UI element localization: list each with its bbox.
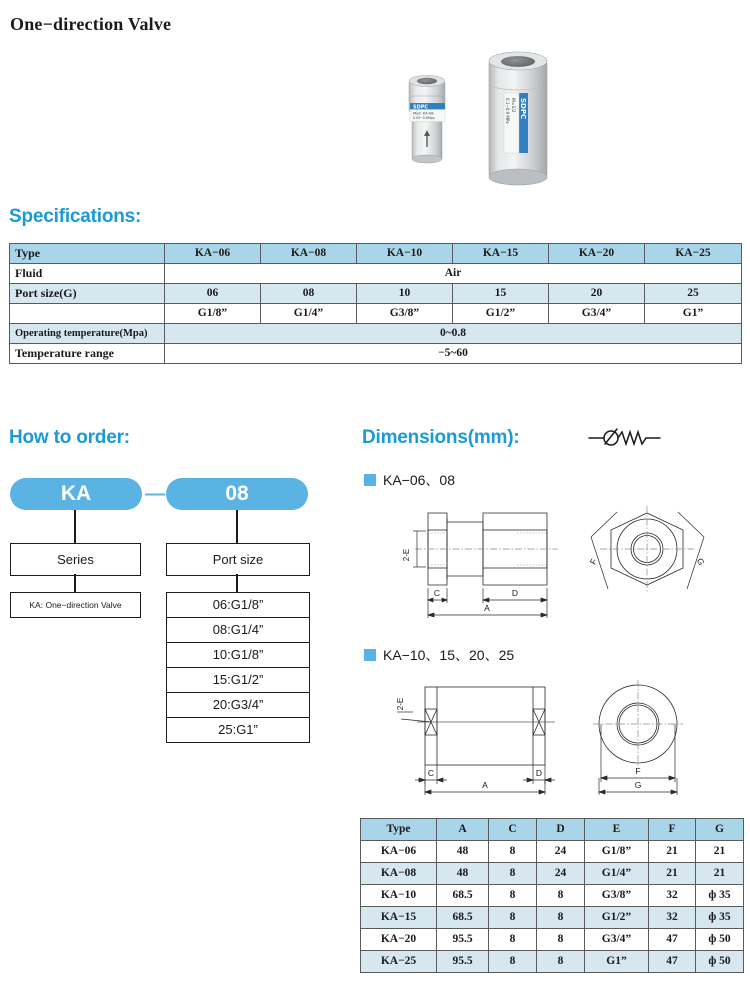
svg-text:SDPC: SDPC xyxy=(519,98,527,120)
drawing-1-svg xyxy=(395,500,745,625)
dim-cell: 21 xyxy=(696,863,744,885)
table-row xyxy=(10,324,742,344)
order-pill-dash: — xyxy=(145,483,165,505)
how-to-order-heading: How to order: xyxy=(9,427,130,448)
dim-cell: ф 35 xyxy=(696,907,744,929)
dim-cell: 47 xyxy=(649,951,696,973)
cell-port-15: 15 xyxy=(453,284,549,304)
dim-header-e: E xyxy=(585,819,649,841)
table-row xyxy=(10,284,742,304)
label-f-2: F xyxy=(635,766,641,776)
svg-text:Mod: KA-08: Mod: KA-08 xyxy=(413,111,434,116)
label-2e-1: 2-E xyxy=(402,548,411,562)
table-row xyxy=(10,344,742,364)
label-a-2: A xyxy=(482,780,488,790)
dim-cell: 21 xyxy=(649,841,696,863)
cell-type-ka06: KA−06 xyxy=(165,244,261,264)
dimensions-table xyxy=(360,818,744,973)
order-port-option-list xyxy=(166,592,310,743)
cell-type-ka10: KA−10 xyxy=(357,244,453,264)
table-row xyxy=(10,304,742,324)
dim-header-a: A xyxy=(437,819,489,841)
dimensions-subheading-1-label: KA−06、08 xyxy=(383,472,455,488)
row-label-type: Type xyxy=(10,244,165,264)
order-series-description: KA: One−direction Valve xyxy=(10,592,141,618)
table-row xyxy=(361,885,744,907)
cell-thread-10: G3/8” xyxy=(357,304,453,324)
dim-cell: ф 50 xyxy=(696,951,744,973)
cell-type-ka08: KA−08 xyxy=(261,244,357,264)
cell-thread-06: G1/8” xyxy=(165,304,261,324)
dim-cell: 8 xyxy=(489,885,537,907)
cell-temperature-range-value: −5~60 xyxy=(165,344,742,364)
cell-port-06: 06 xyxy=(165,284,261,304)
cell-port-10: 10 xyxy=(357,284,453,304)
product-photo xyxy=(385,35,585,205)
label-c-2: C xyxy=(427,768,435,778)
dim-header-f: F xyxy=(649,819,696,841)
large-valve xyxy=(489,52,547,185)
svg-text:SDPC: SDPC xyxy=(413,104,429,111)
connector-port-list xyxy=(236,574,238,592)
dimensions-subheading-2 xyxy=(364,645,514,665)
dim-cell: 48 xyxy=(437,863,489,885)
dim-cell: G1/4” xyxy=(585,863,649,885)
cell-port-08: 08 xyxy=(261,284,357,304)
row-label-port-size: Port size(G) xyxy=(10,284,165,304)
row-label-empty xyxy=(10,304,165,324)
label-g-1: G xyxy=(694,556,707,567)
table-header-row xyxy=(361,819,744,841)
list-item: 15:G1/2” xyxy=(167,668,309,693)
specifications-heading: Specifications: xyxy=(9,206,142,227)
label-d-1: D xyxy=(511,588,519,598)
label-2e-2: 2-E xyxy=(396,697,405,711)
order-pill-port-size: 08 xyxy=(166,478,308,510)
list-item: 10:G1/8” xyxy=(167,643,309,668)
label-a-1: A xyxy=(484,603,490,613)
product-photo-illustration xyxy=(385,35,585,205)
cell-fluid-value: Air xyxy=(165,264,742,284)
order-code-diagram xyxy=(0,470,350,750)
dim-cell: 8 xyxy=(537,951,585,973)
table-row xyxy=(10,264,742,284)
row-label-operating-temperature: Operating temperature(Mpa) xyxy=(10,324,165,344)
page-title: One−direction Valve xyxy=(10,14,172,34)
dim-cell: G3/4” xyxy=(585,929,649,951)
blue-square-bullet-icon xyxy=(364,649,376,661)
dimension-drawing-ka10-25 xyxy=(395,672,745,802)
connector-series-vertical xyxy=(74,510,76,543)
dim-cell: 95.5 xyxy=(437,951,489,973)
dim-cell: 8 xyxy=(489,863,537,885)
dim-cell: KA−06 xyxy=(361,841,437,863)
dim-cell: 8 xyxy=(489,951,537,973)
specifications-table xyxy=(9,243,742,364)
list-item: 20:G3/4” xyxy=(167,693,309,718)
table-row xyxy=(10,244,742,264)
cell-thread-15: G1/2” xyxy=(453,304,549,324)
dim-cell: G1/2” xyxy=(585,907,649,929)
dim-cell: 32 xyxy=(649,885,696,907)
dim-cell: 68.5 xyxy=(437,907,489,929)
dim-cell: 24 xyxy=(537,841,585,863)
check-valve-icon xyxy=(588,424,662,455)
order-pill-series: KA xyxy=(10,478,142,510)
small-valve xyxy=(409,76,445,164)
check-valve-symbol-svg xyxy=(588,424,662,450)
table-row xyxy=(361,841,744,863)
dim-cell: 8 xyxy=(489,841,537,863)
dim-header-c: C xyxy=(489,819,537,841)
dimensions-subheading-2-label: KA−10、15、20、25 xyxy=(383,647,515,663)
dim-cell: 8 xyxy=(489,929,537,951)
dimension-drawing-ka06-08 xyxy=(395,500,745,630)
dim-cell: G1/8” xyxy=(585,841,649,863)
table-row xyxy=(361,951,744,973)
svg-text:0.1~0.9 MPa: 0.1~0.9 MPa xyxy=(505,98,510,124)
dim-cell: 48 xyxy=(437,841,489,863)
label-f-1: F xyxy=(587,556,599,567)
dim-cell: KA−08 xyxy=(361,863,437,885)
dim-cell: 21 xyxy=(696,841,744,863)
dim-cell: 8 xyxy=(489,907,537,929)
cell-port-25: 25 xyxy=(645,284,742,304)
dim-cell: 32 xyxy=(649,907,696,929)
dim-cell: KA−20 xyxy=(361,929,437,951)
dimensions-subheading-1 xyxy=(364,470,455,490)
label-g-2: G xyxy=(634,780,642,790)
cell-thread-20: G3/4” xyxy=(549,304,645,324)
dim-header-type: Type xyxy=(361,819,437,841)
order-box-port-size: Port size xyxy=(166,543,310,576)
svg-text:M=1/2: M=1/2 xyxy=(510,98,515,113)
table-row xyxy=(361,929,744,951)
row-label-fluid: Fluid xyxy=(10,264,165,284)
cell-type-ka20: KA−20 xyxy=(549,244,645,264)
dim-cell: 95.5 xyxy=(437,929,489,951)
dim-cell: G1” xyxy=(585,951,649,973)
dimensions-heading: Dimensions(mm): xyxy=(362,427,520,448)
dim-cell: ф 35 xyxy=(696,885,744,907)
svg-text:0.05~0.8Mpa: 0.05~0.8Mpa xyxy=(413,116,435,120)
dim-cell: 8 xyxy=(537,885,585,907)
dim-cell: 8 xyxy=(537,907,585,929)
dim-cell: G3/8” xyxy=(585,885,649,907)
label-c-1: C xyxy=(433,588,441,598)
blue-square-bullet-icon xyxy=(364,474,376,486)
order-box-series: Series xyxy=(10,543,141,576)
connector-series-desc xyxy=(74,574,76,592)
cell-port-20: 20 xyxy=(549,284,645,304)
dim-cell: ф 50 xyxy=(696,929,744,951)
dim-cell: KA−10 xyxy=(361,885,437,907)
cell-thread-08: G1/4” xyxy=(261,304,357,324)
table-row xyxy=(361,907,744,929)
dim-cell: 8 xyxy=(537,929,585,951)
list-item: 06:G1/8” xyxy=(167,593,309,618)
dim-cell: 68.5 xyxy=(437,885,489,907)
drawing-2-svg xyxy=(395,672,745,797)
label-d-2: D xyxy=(535,768,543,778)
dim-header-g: G xyxy=(696,819,744,841)
list-item: 25:G1” xyxy=(218,722,258,737)
dim-cell: 24 xyxy=(537,863,585,885)
dim-cell: 21 xyxy=(649,863,696,885)
cell-operating-pressure-value: 0~0.8 xyxy=(165,324,742,344)
table-row xyxy=(361,863,744,885)
dim-cell: 47 xyxy=(649,929,696,951)
row-label-temperature-range: Temperature range xyxy=(10,344,165,364)
cell-thread-25: G1” xyxy=(645,304,742,324)
cell-type-ka15: KA−15 xyxy=(453,244,549,264)
dim-cell: KA−15 xyxy=(361,907,437,929)
connector-port-vertical xyxy=(236,510,238,543)
list-item: 08:G1/4” xyxy=(167,618,309,643)
dim-header-d: D xyxy=(537,819,585,841)
dim-cell: KA−25 xyxy=(361,951,437,973)
cell-type-ka25: KA−25 xyxy=(645,244,742,264)
